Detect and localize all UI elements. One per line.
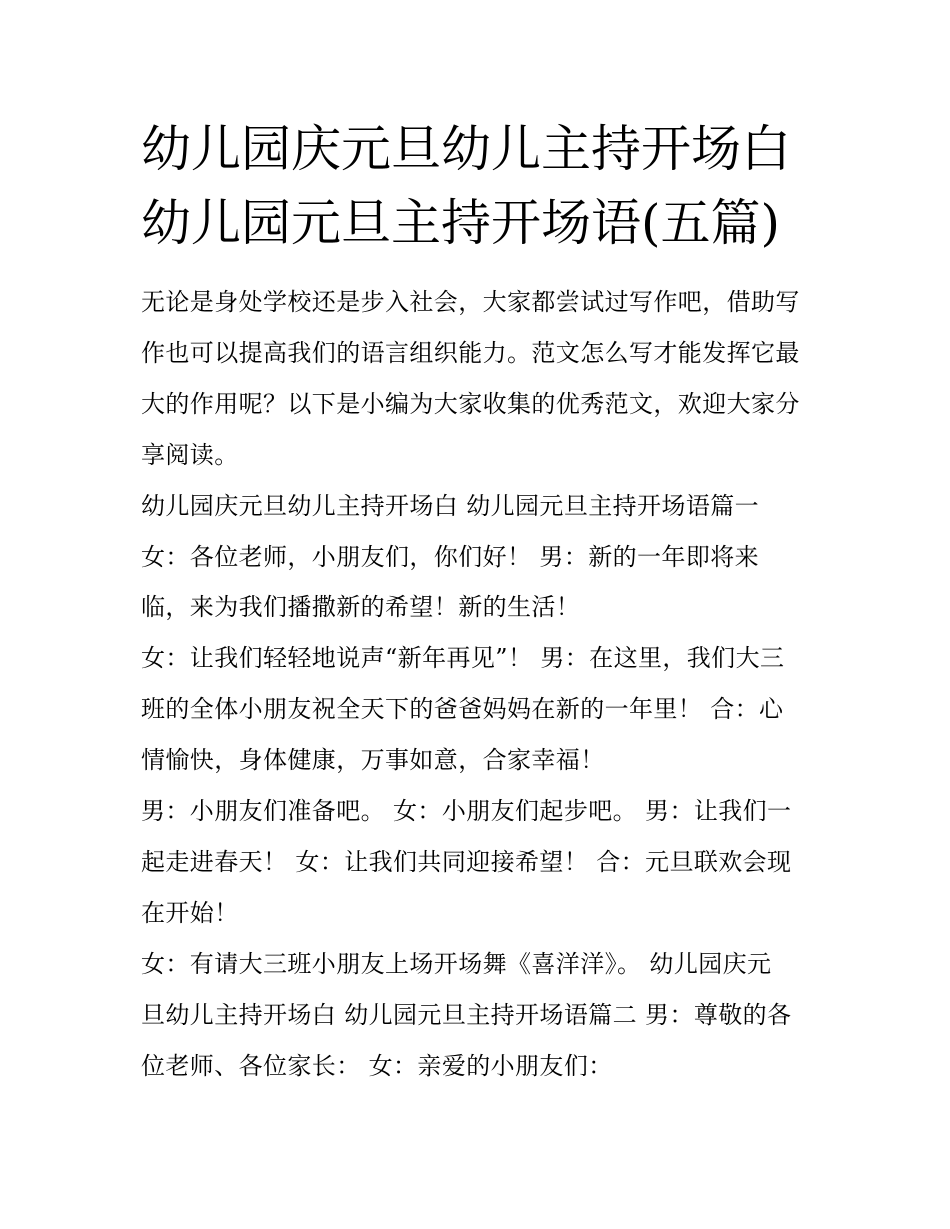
body-line: 大的作用呢？以下是小编为大家收集的优秀范文，欢迎大家分 [141,389,800,418]
body-line: 男：小朋友们准备吧。 女：小朋友们起步吧。 男：让我们一 [141,797,792,826]
body-line: 无论是身处学校还是步入社会，大家都尝试过写作吧，借助写 [141,288,800,316]
body-line: 情愉快，身体健康，万事如意，合家幸福！ [141,746,605,775]
body-line: 班的全体小朋友祝全天下的爸爸妈妈在新的一年里！ 合：心 [141,695,784,724]
body-line: 幼儿园庆元旦幼儿主持开场白 幼儿园元旦主持开场语篇一 [141,491,760,520]
title-line: 幼儿园元旦主持开场语(五篇) [141,194,781,252]
body-line: 享阅读。 [141,440,239,469]
body-line: 女：各位老师，小朋友们，你们好！ 男：新的一年即将来 [141,542,760,571]
body-line: 起走进春天！ 女：让我们共同迎接希望！ 合：元旦联欢会现 [141,847,792,876]
body-line: 作也可以提高我们的语言组织能力。范文怎么写才能发挥它最 [141,338,800,367]
body-line: 位老师、各位家长： 女：亲爱的小朋友们： [141,1051,613,1080]
body-line: 在开始！ [141,898,239,927]
title-line: 幼儿园庆元旦幼儿主持开场白 [141,120,791,178]
body-line: 临，来为我们播撒新的希望！新的生活！ [141,593,581,622]
body-line: 旦幼儿主持开场白 幼儿园元旦主持开场语篇二 男：尊敬的各 [141,1000,792,1029]
body-line: 女：让我们轻轻地说声“新年再见”！ 男：在这里，我们大三 [141,644,785,673]
document-body [141,277,821,1092]
body-line: 女：有请大三班小朋友上场开场舞《喜洋洋》。 幼儿园庆元 [141,949,772,978]
document-title [141,112,841,260]
